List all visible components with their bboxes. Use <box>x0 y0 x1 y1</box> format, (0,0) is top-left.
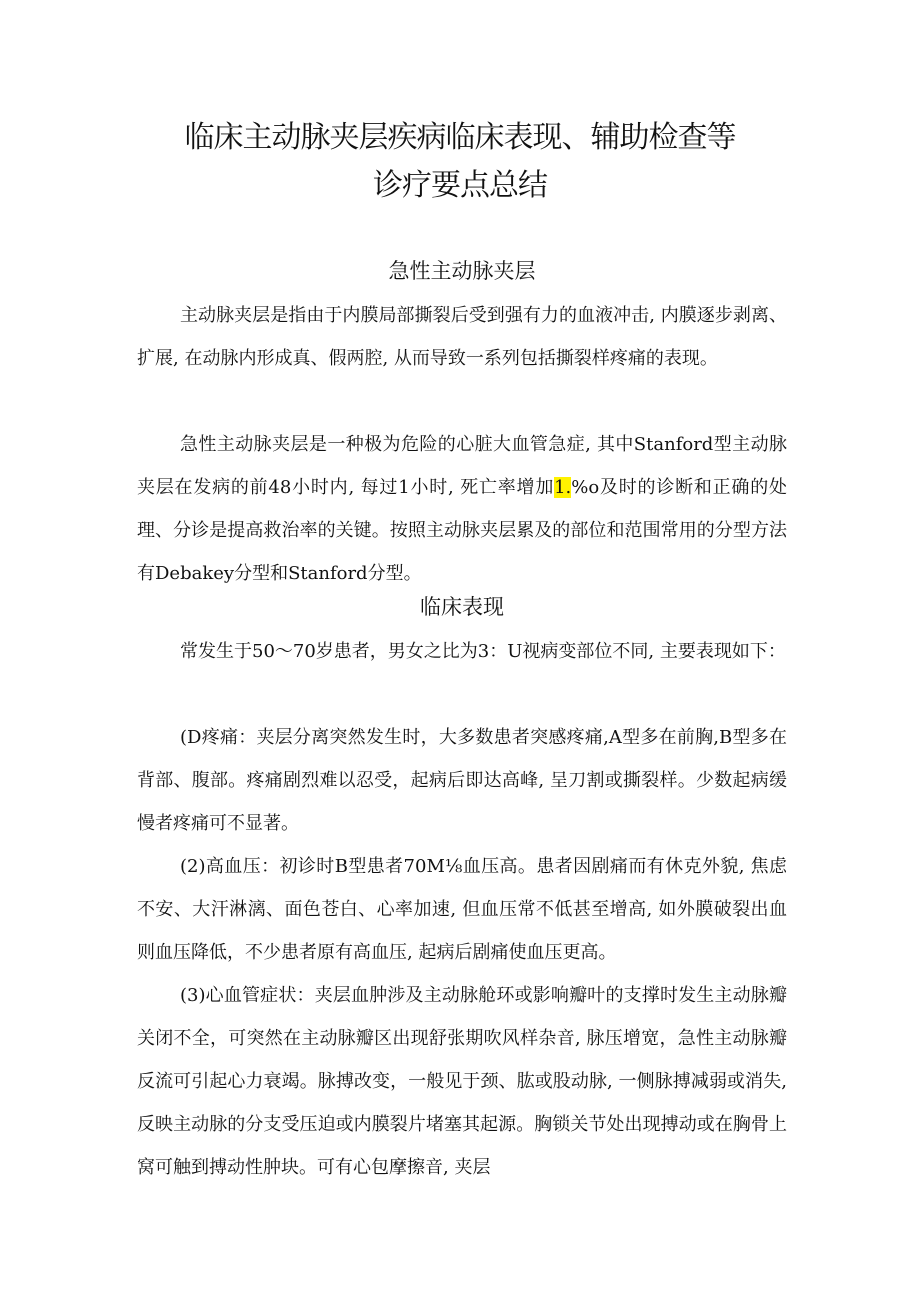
paragraph-epidemiology: 常发生于50〜70岁患者，男女之比为3：U视病变部位不同, 主要表现如下： <box>180 641 786 662</box>
document-title-line-1: 临床主动脉夹层疾病临床表现、辅助检查等 <box>184 120 736 155</box>
paragraph-definition: 主动脉夹层是指由于内膜局部撕裂后受到强有力的血液冲击, 内膜逐步剥离、扩展, 在动脉内形成真、假两腔, 从而导致一系列包括撕裂样疼痛的表现。 <box>137 305 787 369</box>
section-heading-clinical-manifestations: 临床表现 <box>420 595 504 619</box>
highlighted-text: 1. <box>554 477 572 498</box>
paragraph-hypertension: (2)高血压：初诊时B型患者70M⅛血压高。患者因剧痛而有休克外貌, 焦虑不安、大汗淋漓、面色苍白、心率加速, 但血压常不低甚至增高, 如外膜破裂出血则血压降低，不少患者原有高血压, 起病后剧痛使血压更高。 <box>137 856 787 963</box>
document-title-line-2: 诊疗要点总结 <box>373 168 547 203</box>
paragraph-pain: (D疼痛：夹层分离突然发生时，大多数患者突感疼痛,A型多在前胸,B型多在背部、腹部。疼痛剧烈难以忍受，起病后即达高峰, 呈刀割或撕裂样。少数起病缓慢者疼痛可不显著。 <box>137 727 787 834</box>
section-heading-acute-aortic-dissection: 急性主动脉夹层 <box>388 259 536 283</box>
paragraph-acute-risk-text-after: %o及时的诊断和正确的处理、分诊是提高救治率的关键。按照主动脉夹层累及的部位和范围常用的分型方法有Debakey分型和Stanford分型。 <box>137 477 787 584</box>
paragraph-acute-risk-text-before: 急性主动脉夹层是一种极为危险的心脏大血管急症, 其中Stanford型主动脉夹层在发病的前48小时内, 每过1小时, 死亡率增加 <box>137 434 787 498</box>
paragraph-acute-risk <box>137 423 787 595</box>
paragraph-cardiovascular-symptoms: (3)心血管症状：夹层血肿涉及主动脉舱环或影响瓣叶的支撑时发生主动脉瓣关闭不全，可突然在主动脉瓣区出现舒张期吹风样杂音, 脉压增宽，急性主动脉瓣反流可引起心力衰竭。脉搏改变，一般见于颈、肱或股动脉, 一侧脉搏减弱或消失, 反映主动脉的分支受压迫或内膜裂片堵塞其起源。胸锁关节处出现搏动或在胸骨上窝可触到搏动性肿块。可有心包摩擦音, 夹层 <box>137 985 787 1178</box>
